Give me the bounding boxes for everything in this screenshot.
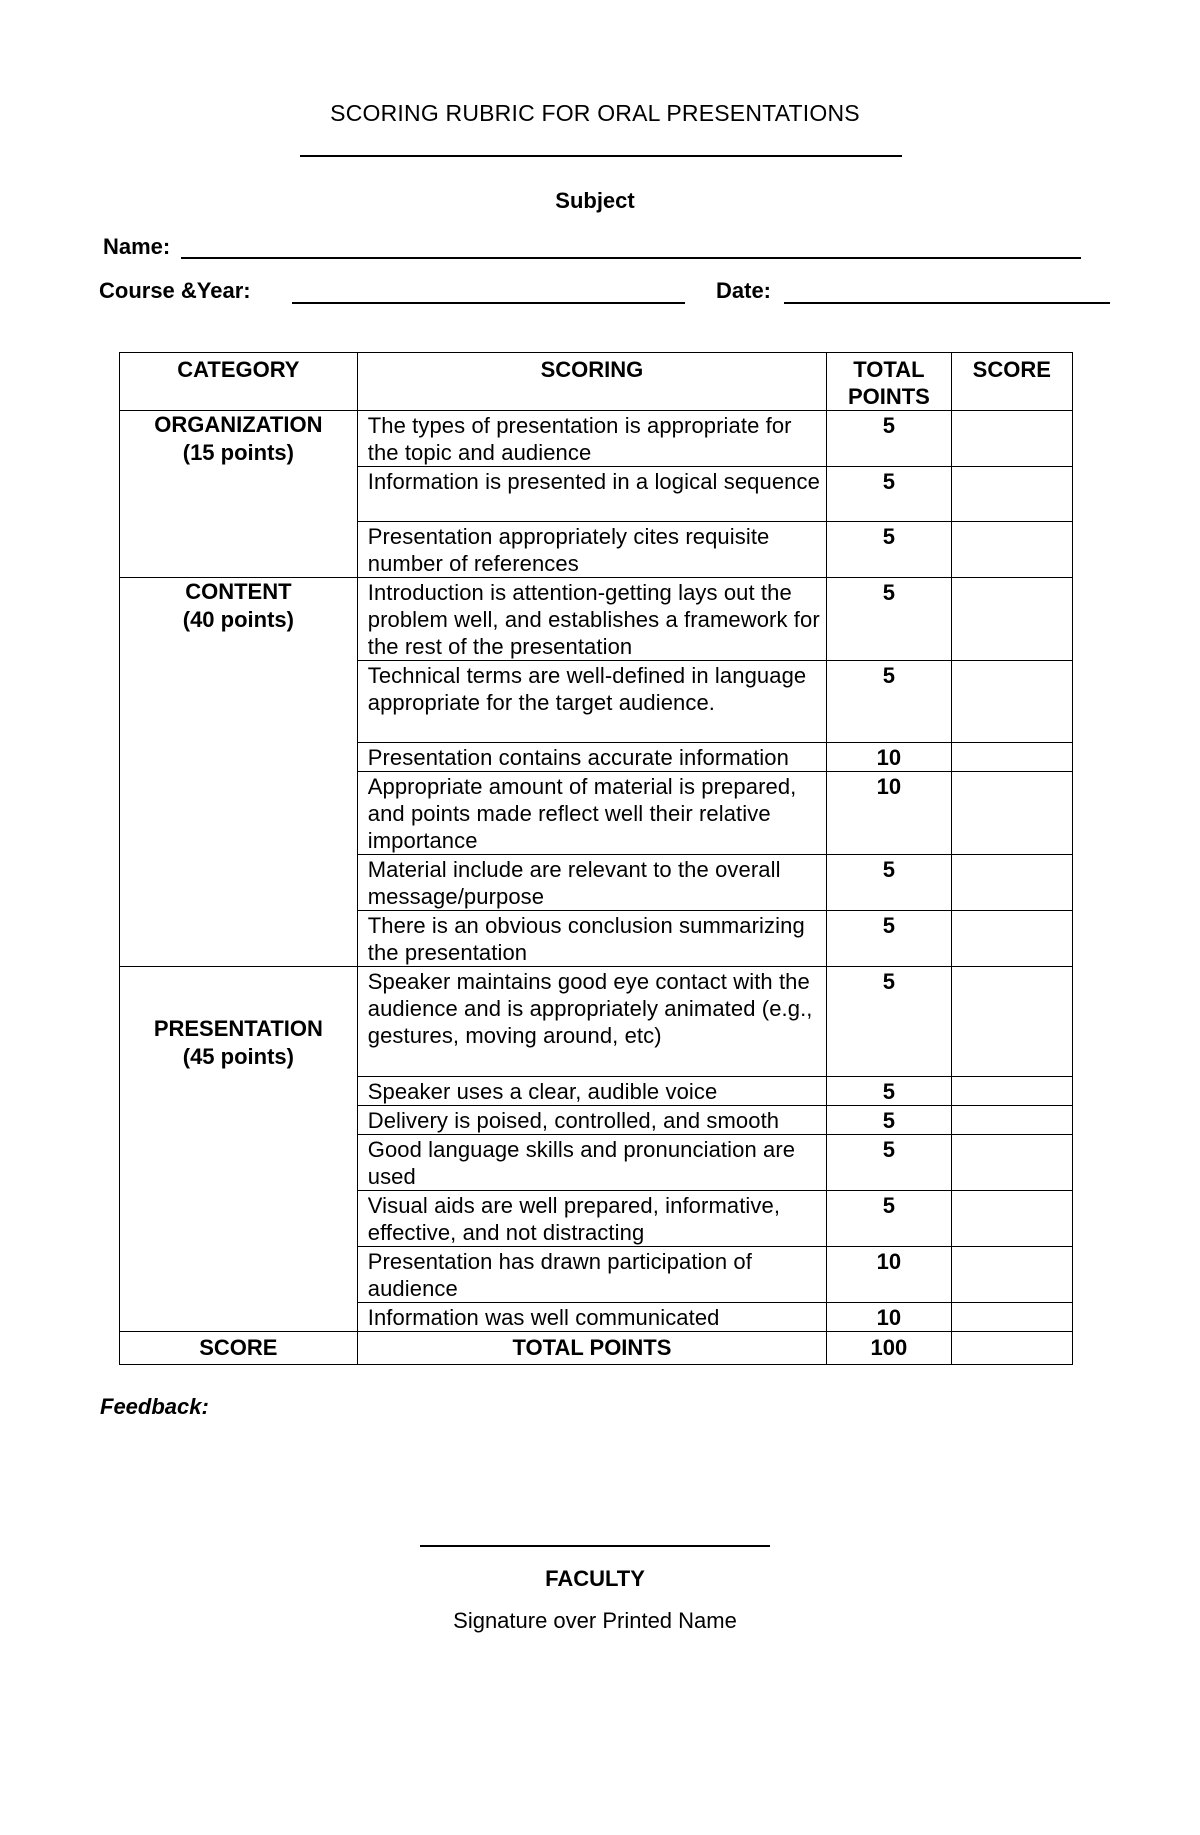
criterion-text: There is an obvious conclusion summarizing the presentation: [357, 911, 826, 967]
category-points: (45 points): [182, 1044, 294, 1069]
criterion-points: 5: [827, 1077, 951, 1106]
criterion-text: Presentation appropriately cites requisite number of references: [357, 522, 826, 578]
category-name: CONTENT: [185, 579, 292, 604]
header-score: SCORE: [951, 353, 1072, 411]
criterion-points: 5: [827, 522, 951, 578]
criterion-text: Material include are relevant to the overall message/purpose: [357, 855, 826, 911]
score-cell[interactable]: [951, 1106, 1072, 1135]
criterion-text: Information was well communicated: [357, 1303, 826, 1332]
category-name: PRESENTATION: [153, 1016, 323, 1041]
score-cell[interactable]: [951, 855, 1072, 911]
criterion-text: Technical terms are well-defined in language appropriate for the target audience.: [357, 661, 826, 743]
criterion-points: 5: [827, 578, 951, 661]
category-points: (15 points): [182, 440, 294, 465]
score-cell[interactable]: [951, 411, 1072, 467]
course-year-field[interactable]: [292, 302, 685, 304]
criterion-points: 10: [827, 743, 951, 772]
criterion-text: Appropriate amount of material is prepared, and points made reflect well their relative importance: [357, 772, 826, 855]
criterion-points: 5: [827, 855, 951, 911]
criterion-text: Presentation contains accurate information: [357, 743, 826, 772]
score-cell[interactable]: [951, 1247, 1072, 1303]
score-cell[interactable]: [951, 1135, 1072, 1191]
category-points: (40 points): [182, 607, 294, 632]
header-row: [120, 353, 1073, 411]
header-scoring: SCORING: [357, 353, 826, 411]
score-cell[interactable]: [951, 661, 1072, 743]
criterion-text: Visual aids are well prepared, informative, effective, and not distracting: [357, 1191, 826, 1247]
score-cell[interactable]: [951, 1191, 1072, 1247]
total-score-cell[interactable]: [951, 1332, 1072, 1365]
criterion-text: Introduction is attention-getting lays out the problem well, and establishes a framework for the rest of the presentation: [357, 578, 826, 661]
criterion-points: 5: [827, 911, 951, 967]
footer-total-value: 100: [827, 1332, 951, 1365]
score-cell[interactable]: [951, 911, 1072, 967]
header-total-points-line1: TOTAL: [853, 357, 925, 382]
name-field[interactable]: [181, 257, 1081, 259]
name-label: Name:: [103, 234, 171, 259]
header-total-points: [827, 353, 951, 411]
footer-score-label: SCORE: [120, 1332, 358, 1365]
date-label: Date:: [716, 278, 772, 303]
criterion-points: 5: [827, 1191, 951, 1247]
score-cell[interactable]: [951, 772, 1072, 855]
header-category: CATEGORY: [120, 353, 358, 411]
criterion-points: 10: [827, 772, 951, 855]
title-underline: [300, 155, 902, 157]
criterion-points: 10: [827, 1303, 951, 1332]
signature-line[interactable]: [420, 1545, 770, 1547]
score-cell[interactable]: [951, 967, 1072, 1077]
criterion-text: Speaker uses a clear, audible voice: [357, 1077, 826, 1106]
table-row: [120, 411, 1073, 467]
signature-caption: Signature over Printed Name: [453, 1608, 737, 1633]
criterion-text: Information is presented in a logical sequence: [357, 467, 826, 522]
criterion-points: 5: [827, 467, 951, 522]
category-content: [120, 578, 358, 967]
table-row: [120, 578, 1073, 661]
criterion-points: 5: [827, 1106, 951, 1135]
criterion-points: 5: [827, 1135, 951, 1191]
score-cell[interactable]: [951, 1303, 1072, 1332]
header-total-points-line2: POINTS: [847, 384, 930, 409]
criterion-points: 5: [827, 411, 951, 467]
criterion-text: The types of presentation is appropriate for the topic and audience: [357, 411, 826, 467]
score-cell[interactable]: [951, 1077, 1072, 1106]
criterion-points: 5: [827, 661, 951, 743]
criterion-text: Presentation has drawn participation of audience: [357, 1247, 826, 1303]
criterion-text: Speaker maintains good eye contact with the audience and is appropriately animated (e.g., gestures, moving around, etc): [357, 967, 826, 1077]
score-cell[interactable]: [951, 467, 1072, 522]
feedback-label: Feedback:: [100, 1394, 209, 1419]
score-cell[interactable]: [951, 522, 1072, 578]
total-row: [120, 1332, 1073, 1365]
course-year-label: Course &Year:: [99, 278, 251, 303]
subject-label: Subject: [555, 188, 635, 213]
footer-total-label: TOTAL POINTS: [357, 1332, 826, 1365]
rubric-table: [119, 352, 1073, 1365]
criterion-text: Delivery is poised, controlled, and smooth: [357, 1106, 826, 1135]
criterion-points: 10: [827, 1247, 951, 1303]
score-cell[interactable]: [951, 578, 1072, 661]
table-row: [120, 967, 1073, 1077]
faculty-label: FACULTY: [545, 1566, 645, 1591]
category-organization: [120, 411, 358, 578]
category-presentation: [120, 967, 358, 1332]
criterion-text: Good language skills and pronunciation are used: [357, 1135, 826, 1191]
page-title: SCORING RUBRIC FOR ORAL PRESENTATIONS: [330, 100, 860, 126]
score-cell[interactable]: [951, 743, 1072, 772]
criterion-points: 5: [827, 967, 951, 1077]
category-name: ORGANIZATION: [154, 412, 323, 437]
date-field[interactable]: [784, 302, 1110, 304]
rubric-body: [120, 411, 1073, 1365]
